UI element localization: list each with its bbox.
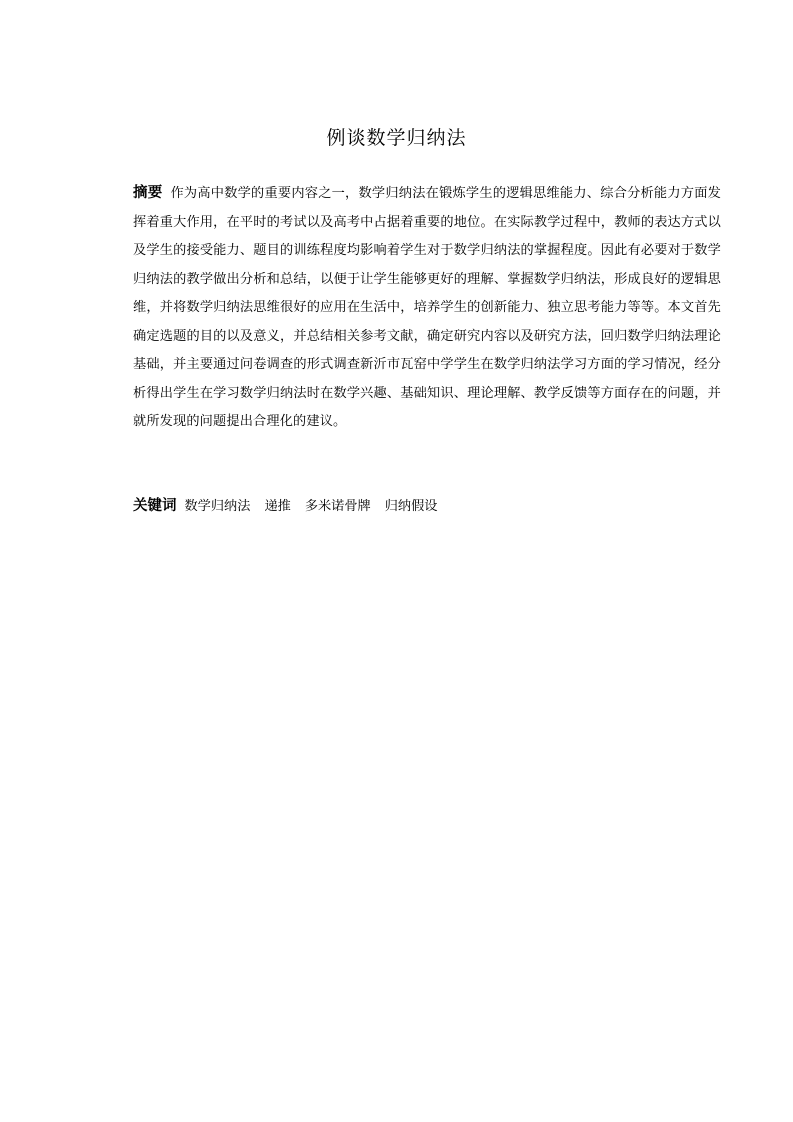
document-title: 例谈数学归纳法 (326, 127, 467, 149)
abstract-label: 摘要 (133, 185, 163, 201)
keywords-label: 关键词 (133, 498, 177, 514)
keyword-item: 递推 (264, 499, 291, 514)
abstract-section (133, 179, 721, 437)
keyword-item: 多米诺骨牌 (304, 499, 371, 514)
keyword-item: 数学归纳法 (184, 499, 251, 514)
abstract-text: 作为高中数学的重要内容之一，数学归纳法在锻炼学生的逻辑思维能力、综合分析能力方面发挥着重大作用，在平时的考试以及高考中占据着重要的地位。在实际教学过程中，教师的表达方式以及学生的接受能力、题目的训练程度均影响着学生对于数学归纳法的掌握程度。因此有必要对于数学归纳法的教学做出分析和总结，以便于让学生能够更好的理解、掌握数学归纳法，形成良好的逻辑思维，并将数学归纳法思维很好的应用在生活中，培养学生的创新能力、独立思考能力等等。本文首先确定选题的目的以及意义，并总结相关参考文献，确定研究内容以及研究方法，回归数学归纳法理论基础，并主要通过问卷调查的形式调查新沂市瓦窑中学学生在数学归纳法学习方面的学习情况，经分析得出学生在学习数学归纳法时在数学兴趣、基础知识、理论理解、教学反馈等方面存在的问题，并就所发现的问题提出合理化的建议。 (133, 186, 721, 429)
keyword-item: 归纳假设 (384, 499, 438, 514)
keywords-section (133, 492, 721, 521)
